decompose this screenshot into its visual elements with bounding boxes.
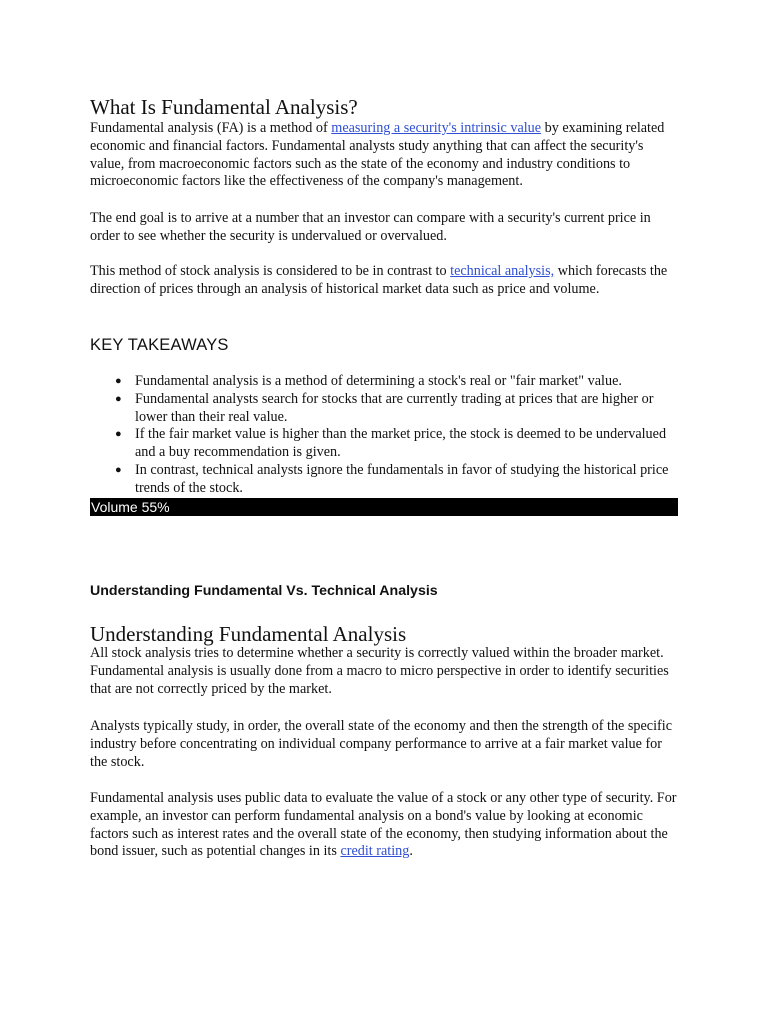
paragraph-text: Fundamental analysis uses public data to evaluate the value of a stock or any other type of security. For example, an investor can perform fundamental analysis on a bond's value by looking at economic factors such as interest rates and the overall state of the economy, then studying information about the bond issuer, such as potential changes in its [90,790,677,860]
paragraph-text: Fundamental analysis (FA) is a method of [90,120,332,136]
list-item-text: Fundamental analysis is a method of determining a stock's real or "fair market" value. [135,373,622,389]
list-item-text: If the fair market value is higher than the market price, the stock is deemed to be undervalued and a buy recommendation is given. [135,426,667,461]
section-title-understanding: Understanding Fundamental Analysis [90,622,407,646]
paragraph-public-data [90,790,678,861]
list-item [90,373,678,391]
video-title: Understanding Fundamental Vs. Technical Analysis [90,583,438,599]
list-item [90,391,678,427]
section-title-fundamental-analysis: What Is Fundamental Analysis? [90,95,358,119]
paragraph-contrast [90,263,678,299]
list-item [90,426,678,462]
key-takeaways-heading: KEY TAKEAWAYS [90,336,229,354]
paragraph-analysts-study: Analysts typically study, in order, the overall state of the economy and then the strength of the specific industry before concentrating on individual company performance to arrive at a fair market value for the stock. [90,718,673,770]
link-credit-rating[interactable]: credit rating [340,843,410,860]
list-item-text: In contrast, technical analysts ignore the fundamentals in favor of studying the historical price trends of the stock. [135,461,669,496]
list-item [90,462,678,498]
link-intrinsic-value[interactable]: measuring a security's intrinsic value [331,120,542,136]
paragraph-stock-analysis: All stock analysis tries to determine whether a security is correctly valued within the broader market. Fundamental analysis is usually done from a macro to micro perspective in order to identify securities that are not correctly priced by the market. [90,645,669,697]
volume-bar[interactable] [90,498,678,516]
paragraph-intro [90,120,678,191]
paragraph-text: . [409,843,413,860]
volume-label: Volume 55% [91,499,170,515]
key-takeaways-list [90,373,678,498]
paragraph-text: by examining related economic and financial factors. Fundamental analysts study anything that can affect the security's value, from macroeconomic factors such as the state of the economy and industry conditions to microeconomic factors like the effectiveness of the company's management. [90,120,665,190]
bullet-icon: ● [115,392,122,405]
list-item-text: Fundamental analysts search for stocks that are currently trading at prices that are higher or lower than their real value. [135,390,654,425]
paragraph-text: This method of stock analysis is considered to be in contrast to [90,263,451,279]
bullet-icon: ● [115,375,122,387]
paragraph-text: which forecasts the direction of prices through an analysis of historical market data such as price and volume. [90,263,668,297]
bullet-icon: ● [115,463,122,476]
paragraph-end-goal: The end goal is to arrive at a number that an investor can compare with a security's current price in order to see whether the security is undervalued or overvalued. [90,210,651,244]
bullet-icon: ● [115,428,122,441]
link-technical-analysis[interactable]: technical analysis, [450,263,555,279]
